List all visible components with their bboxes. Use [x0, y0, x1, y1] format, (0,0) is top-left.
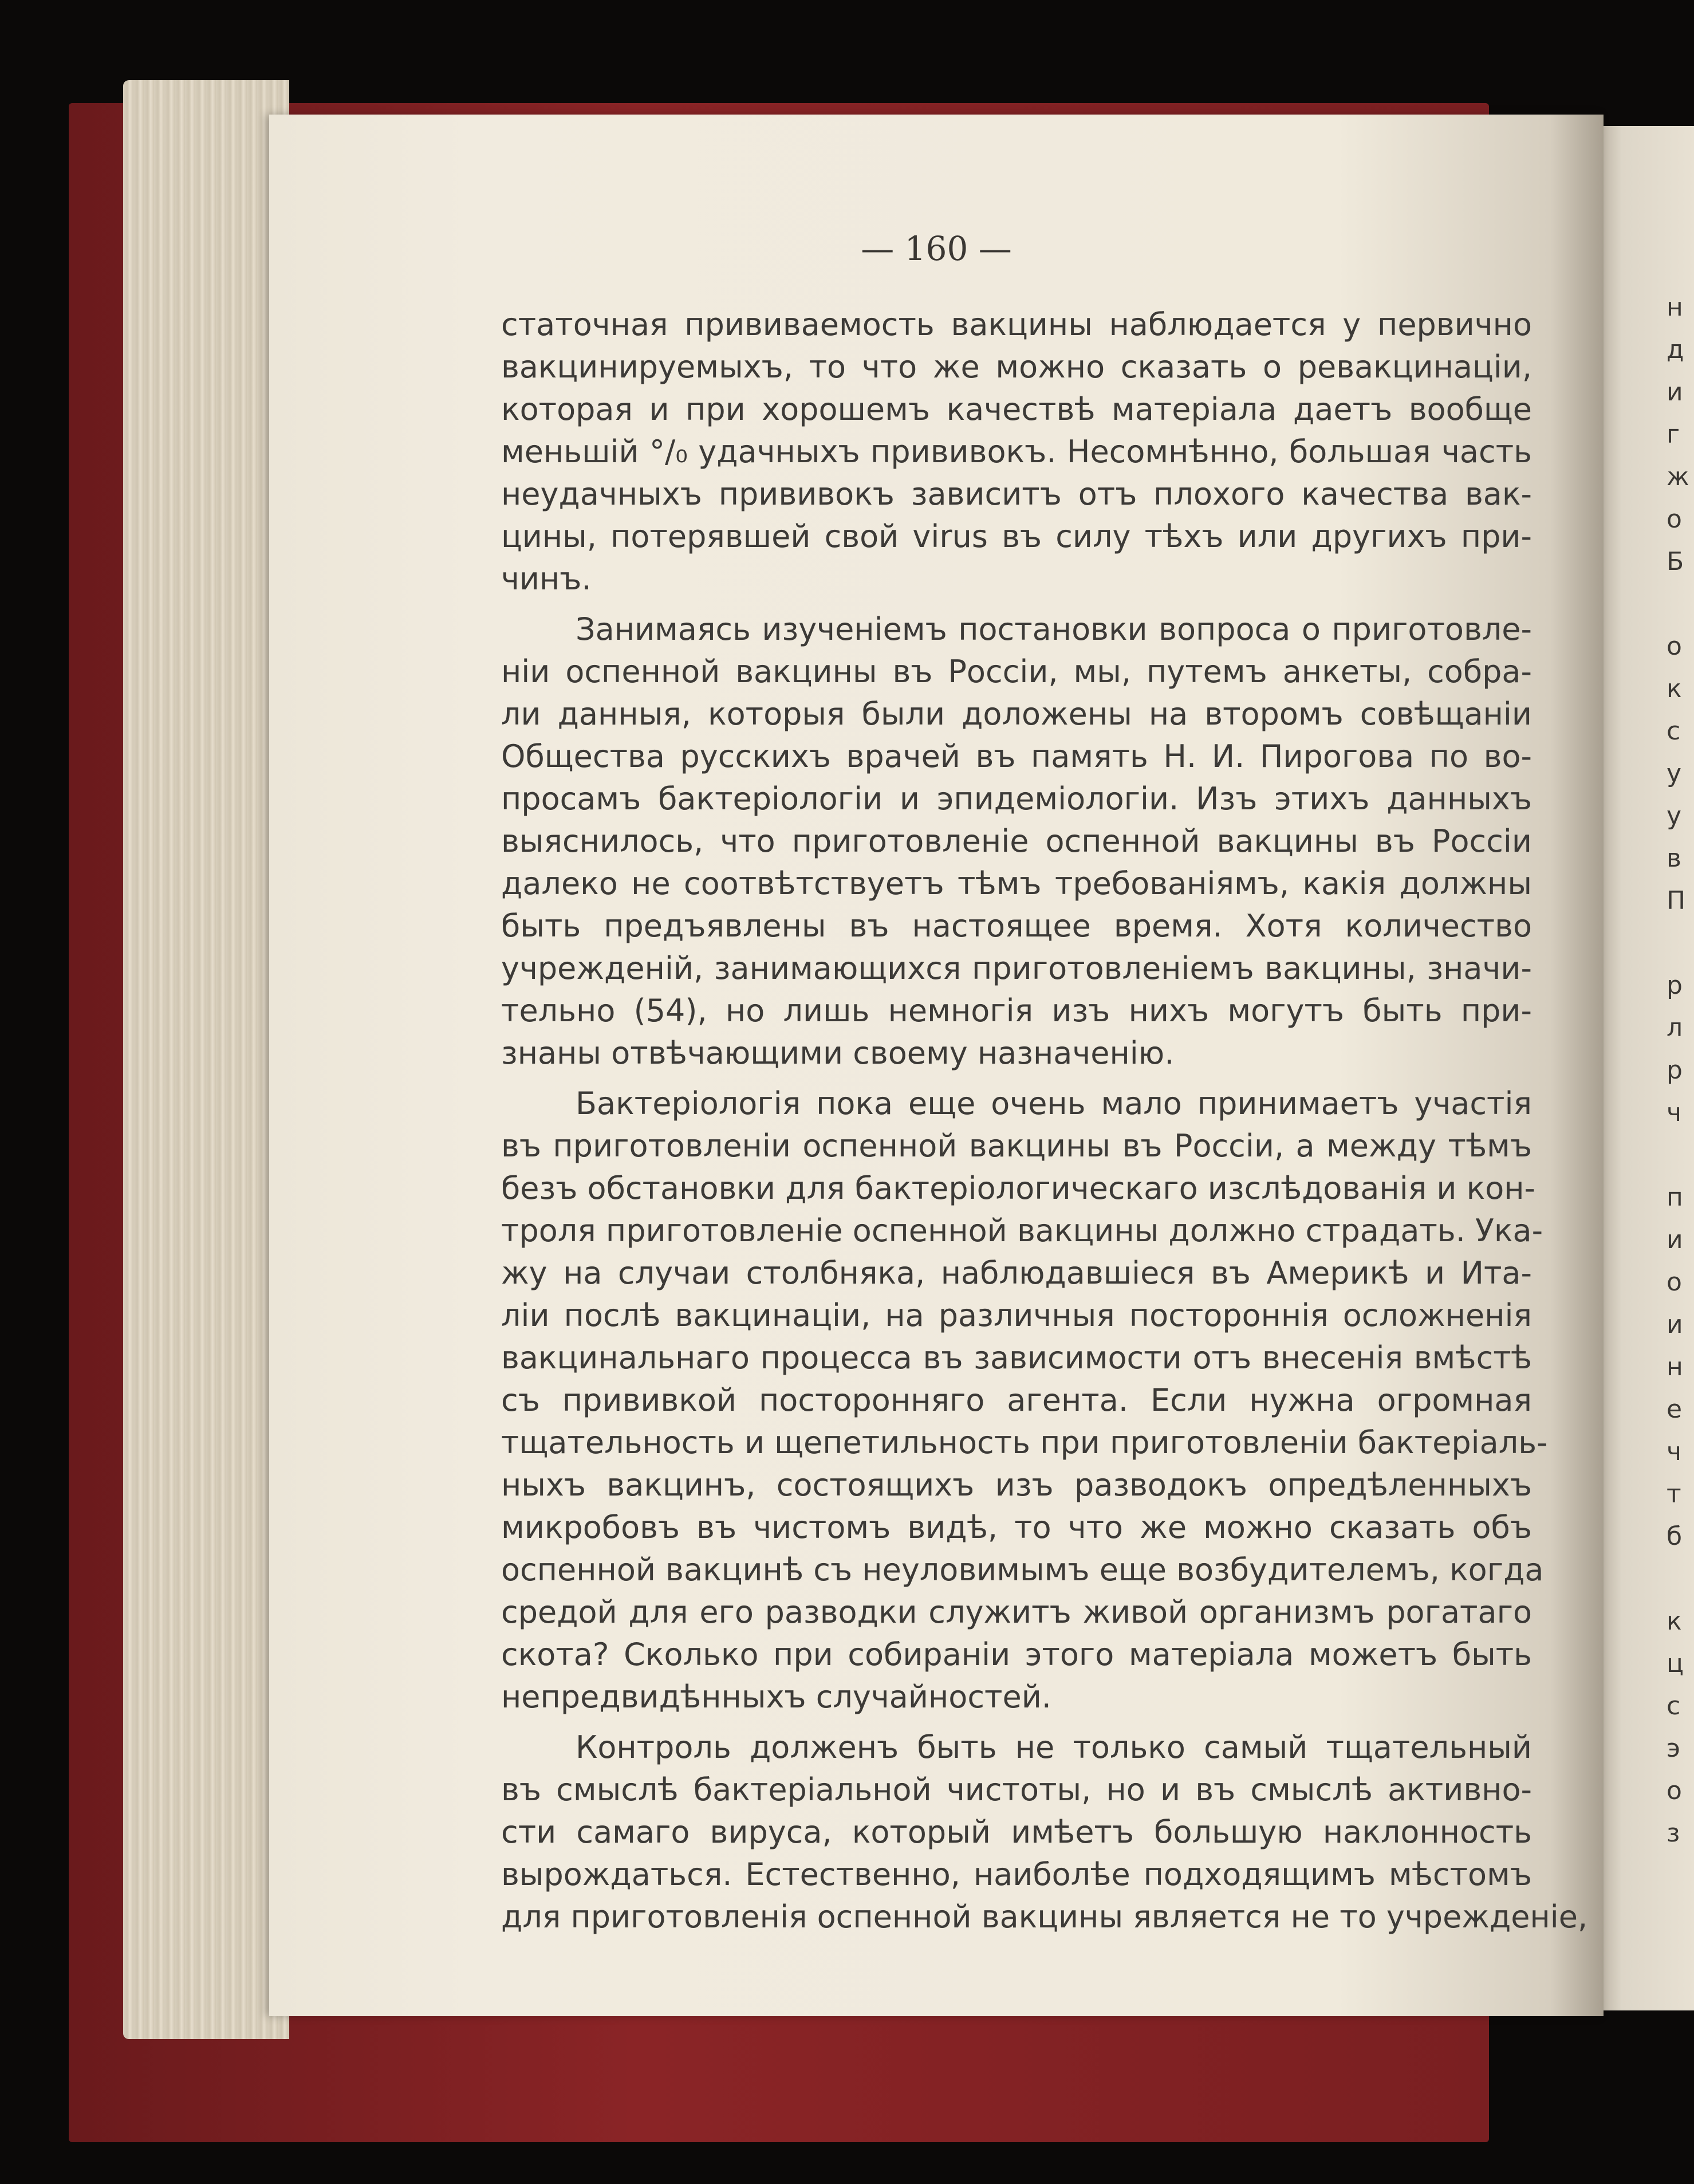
paragraph: [501, 1726, 1588, 1938]
text-line: средой для его разводки служитъ живой организмъ рогатаго: [501, 1594, 1532, 1630]
text-line: ныхъ вакцинъ, состоящихъ изъ разводокъ опредѣленныхъ: [501, 1467, 1532, 1503]
next-page-letter: о: [1667, 1776, 1682, 1805]
next-page-letter: н: [1667, 1352, 1683, 1382]
next-page-letter: о: [1667, 1268, 1682, 1297]
next-page-letter: н: [1667, 293, 1683, 322]
next-page-letter: Б: [1667, 547, 1684, 576]
next-page-letter: л: [1667, 1013, 1683, 1042]
text-line: тщательность и щепетильность при приготовленіи бактеріаль-: [501, 1424, 1548, 1461]
text-line: знаны отвѣчающими своему назначенію.: [501, 1035, 1175, 1071]
book-page: [269, 115, 1604, 2016]
next-page-letter: у: [1667, 759, 1682, 788]
next-page-letter: г: [1667, 420, 1680, 449]
text-line: ніи оспенной вакцины въ Россіи, мы, путемъ анкеты, собра-: [501, 654, 1532, 690]
text-line: цины, потерявшей свой virus въ силу тѣхъ или другихъ при-: [501, 518, 1532, 554]
text-line: троля приготовленіе оспенной вакцины должно страдать. Ука-: [501, 1213, 1543, 1249]
next-page-letter: к: [1667, 1607, 1682, 1636]
next-page-letter: с: [1667, 717, 1681, 746]
text-line: быть предъявлены въ настоящее время. Хотя количество: [501, 908, 1532, 944]
next-page-letter: [1667, 922, 1694, 965]
text-line: учрежденій, занимающихся приготовленіемъ вакцины, значи-: [501, 950, 1532, 986]
text-line: выяснилось, что приготовленіе оспенной вакцины въ Россіи: [501, 823, 1532, 859]
next-page-letter: о: [1667, 505, 1682, 534]
next-page-letter: ч: [1667, 1437, 1681, 1466]
page-number: — 160 —: [861, 229, 1012, 268]
text-line: сти самаго вируса, который имѣетъ большую наклонность: [501, 1814, 1532, 1850]
next-page-letter: к: [1667, 674, 1682, 703]
next-page-letter: и: [1667, 1310, 1683, 1339]
next-page-letter: с: [1667, 1691, 1681, 1721]
text-line: ліи послѣ вакцинаціи, на различныя постороннія осложненія: [501, 1297, 1532, 1333]
paragraph: [501, 608, 1532, 1075]
next-page-letter: у: [1667, 801, 1682, 831]
next-page-fragments: [1667, 286, 1694, 1855]
text-line: статочная прививаемость вакцины наблюдается у первично: [501, 306, 1532, 343]
next-page-letter: и: [1667, 1225, 1683, 1254]
page-text: [501, 304, 1588, 1946]
text-line: съ прививкой посторонняго агента. Если нужна огромная: [501, 1382, 1532, 1418]
text-line: оспенной вакцинѣ съ неуловимымъ еще возбудителемъ, когда: [501, 1552, 1544, 1588]
text-line: вакцинальнаго процесса въ зависимости отъ внесенія вмѣстѣ: [501, 1340, 1532, 1376]
next-page-letter: и: [1667, 377, 1683, 407]
text-line: въ приготовленіи оспенной вакцины въ Россіи, а между тѣмъ: [501, 1128, 1532, 1164]
text-line: безъ обстановки для бактеріологическаго изслѣдованія и кон-: [501, 1170, 1536, 1206]
text-line: чинъ.: [501, 561, 592, 597]
paragraph: [501, 304, 1532, 600]
text-line: которая и при хорошемъ качествѣ матеріала даетъ вообще: [501, 391, 1532, 427]
next-page-letter: ц: [1667, 1649, 1684, 1678]
next-page-letter: [1667, 583, 1694, 625]
text-line: просамъ бактеріологіи и эпидеміологіи. Изъ этихъ данныхъ: [501, 781, 1532, 817]
next-page-letter: п: [1667, 1183, 1683, 1212]
text-line: въ смыслѣ бактеріальной чистоты, но и въ смыслѣ активно-: [501, 1772, 1532, 1808]
next-page-letter: [1667, 1558, 1694, 1600]
next-page-letter: в: [1667, 844, 1681, 873]
page-edges: [123, 80, 289, 2039]
text-line: неудачныхъ прививокъ зависитъ отъ плохого качества вак-: [501, 476, 1532, 512]
next-page-letter: е: [1667, 1395, 1683, 1424]
next-page-letter: ж: [1667, 462, 1689, 491]
text-line: Бактеріологія пока еще очень мало принимаетъ участія: [576, 1085, 1532, 1121]
text-line: для приготовленія оспенной вакцины является не то учрежденіе,: [501, 1899, 1588, 1935]
next-page-letter: э: [1667, 1734, 1681, 1763]
text-line: далеко не соотвѣтствуетъ тѣмъ требованіямъ, какія должны: [501, 865, 1532, 902]
next-page-letter: П: [1667, 886, 1686, 915]
text-line: Контроль долженъ быть не только самый тщательный: [576, 1729, 1532, 1765]
text-line: жу на случаи столбняка, наблюдавшіеся въ Америкѣ и Ита-: [501, 1255, 1532, 1291]
text-line: непредвидѣнныхъ случайностей.: [501, 1679, 1051, 1715]
next-page-letter: р: [1667, 971, 1683, 1000]
next-page-letter: ч: [1667, 1098, 1681, 1127]
next-page-letter: д: [1667, 335, 1684, 364]
text-line: микробовъ въ чистомъ видѣ, то что же можно сказать объ: [501, 1509, 1532, 1545]
text-line: тельно (54), но лишь немногія изъ нихъ могутъ быть при-: [501, 993, 1532, 1029]
text-line: ли данныя, которыя были доложены на второмъ совѣщаніи: [501, 696, 1532, 732]
text-line: скота? Сколько при собираніи этого матеріала можетъ быть: [501, 1636, 1532, 1673]
text-line: меньшій °/₀ удачныхъ прививокъ. Несомнѣнно, большая часть: [501, 434, 1532, 470]
next-page-letter: [1667, 1134, 1694, 1176]
paragraph: [501, 1083, 1548, 1718]
next-page-letter: о: [1667, 632, 1682, 661]
text-line: вакцинируемыхъ, то что же можно сказать о ревакцинаціи,: [501, 349, 1532, 385]
text-line: Занимаясь изученіемъ постановки вопроса о приготовле-: [576, 611, 1532, 647]
text-line: Общества русскихъ врачей въ память Н. И. Пирогова по во-: [501, 738, 1532, 774]
next-page-letter: р: [1667, 1056, 1683, 1085]
text-line: вырождаться. Естественно, наиболѣе подходящимъ мѣстомъ: [501, 1856, 1532, 1892]
next-page-letter: б: [1667, 1522, 1683, 1551]
next-page-letter: т: [1667, 1479, 1681, 1509]
next-page-letter: з: [1667, 1819, 1680, 1848]
